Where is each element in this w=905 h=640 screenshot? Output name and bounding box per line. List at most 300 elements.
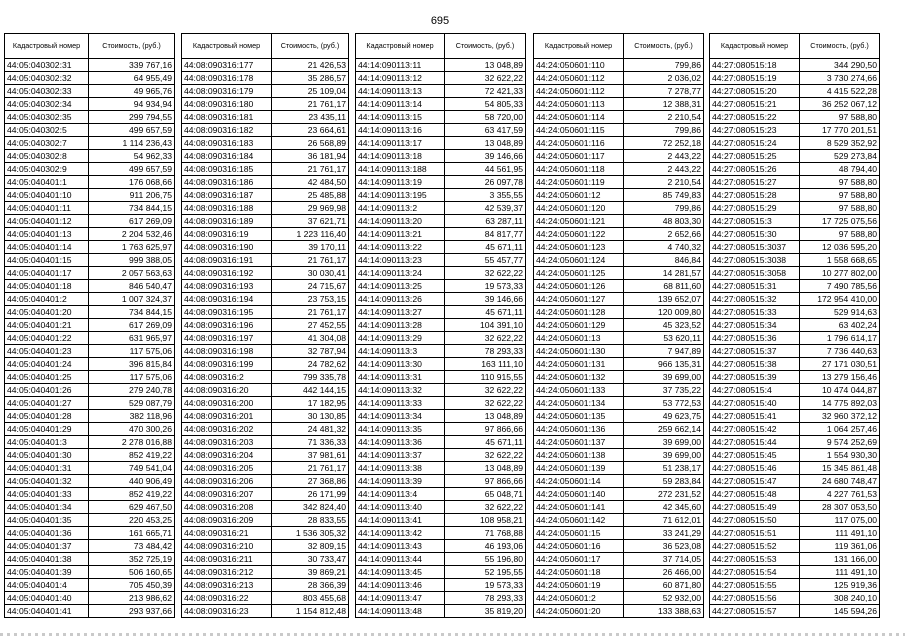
table-row <box>182 345 349 358</box>
cost-cell: 73 484,42 <box>89 540 175 553</box>
table-row <box>710 449 880 462</box>
table-row <box>5 72 175 85</box>
cadastral-table-5 <box>709 33 880 618</box>
cadastral-number-cell: 44:05:040401:26 <box>5 384 89 397</box>
table-row <box>356 449 526 462</box>
cost-cell: 13 048,89 <box>445 462 526 475</box>
cadastral-number-cell: 44:14:090113:17 <box>356 137 445 150</box>
cost-cell: 2 210,54 <box>624 176 704 189</box>
cost-cell: 14 281,57 <box>624 267 704 280</box>
table-row <box>534 163 704 176</box>
table-row <box>710 59 880 72</box>
table-row <box>182 254 349 267</box>
cadastral-number-cell: 44:05:040401:4 <box>5 579 89 592</box>
cadastral-table-4 <box>533 33 704 618</box>
cadastral-number-cell: 44:24:050601:114 <box>534 111 624 124</box>
table-row <box>356 423 526 436</box>
cost-cell: 529 087,79 <box>89 397 175 410</box>
table-row <box>5 241 175 254</box>
cadastral-number-cell: 44:14:090113:31 <box>356 371 445 384</box>
cost-cell: 2 652,66 <box>624 228 704 241</box>
cost-cell: 1 536 305,32 <box>272 527 349 540</box>
cadastral-number-cell: 44:27:080515:49 <box>710 501 800 514</box>
cadastral-number-cell: 44:05:040302:33 <box>5 85 89 98</box>
cadastral-number-cell: 44:27:080515:50 <box>710 514 800 527</box>
table-row <box>710 176 880 189</box>
table-row <box>534 371 704 384</box>
cost-cell: 1 007 324,37 <box>89 293 175 306</box>
table-row <box>356 475 526 488</box>
cost-cell: 15 345 861,48 <box>800 462 880 475</box>
cadastral-number-cell: 44:27:080515:23 <box>710 124 800 137</box>
cost-cell: 1 223 116,40 <box>272 228 349 241</box>
table-row <box>534 527 704 540</box>
table-row <box>534 215 704 228</box>
table-row <box>5 98 175 111</box>
cost-cell: 32 622,22 <box>445 384 526 397</box>
cost-cell: 4 227 761,53 <box>800 488 880 501</box>
table-row <box>710 111 880 124</box>
cost-cell: 7 736 440,63 <box>800 345 880 358</box>
cadastral-number-cell: 44:27:080515:21 <box>710 98 800 111</box>
cadastral-number-cell: 44:24:050601:112 <box>534 85 624 98</box>
table-row <box>534 72 704 85</box>
cadastral-number-cell: 44:05:040401:37 <box>5 540 89 553</box>
cost-cell: 45 671,11 <box>445 241 526 254</box>
cadastral-number-cell: 44:14:090113:43 <box>356 540 445 553</box>
cadastral-number-cell: 44:27:080515:28 <box>710 189 800 202</box>
cadastral-number-cell: 44:14:090113:14 <box>356 98 445 111</box>
cost-cell: 799 335,78 <box>272 371 349 384</box>
cost-cell: 27 171 030,51 <box>800 358 880 371</box>
cadastral-number-cell: 44:08:090316:201 <box>182 410 272 423</box>
table-row <box>356 72 526 85</box>
cost-cell: 117 575,06 <box>89 371 175 384</box>
cost-cell: 97 866,66 <box>445 475 526 488</box>
cost-cell: 111 491,10 <box>800 527 880 540</box>
cadastral-number-cell: 44:08:090316:194 <box>182 293 272 306</box>
cadastral-number-cell: 44:05:040401:2 <box>5 293 89 306</box>
table-row <box>182 137 349 150</box>
cost-cell: 59 283,84 <box>624 475 704 488</box>
cadastral-number-cell: 44:08:090316:184 <box>182 150 272 163</box>
cadastral-number-cell: 44:05:040401:17 <box>5 267 89 280</box>
cost-cell: 10 277 802,00 <box>800 267 880 280</box>
cost-cell: 1 796 614,17 <box>800 332 880 345</box>
table-row <box>534 189 704 202</box>
cost-cell: 44 561,95 <box>445 163 526 176</box>
cost-cell: 259 662,14 <box>624 423 704 436</box>
cost-cell: 26 466,00 <box>624 566 704 579</box>
table-row <box>5 332 175 345</box>
cadastral-number-cell: 44:05:040401:13 <box>5 228 89 241</box>
cost-cell: 26 171,99 <box>272 488 349 501</box>
table-row <box>356 605 526 618</box>
cadastral-number-cell: 44:08:090316:200 <box>182 397 272 410</box>
cadastral-number-cell: 44:24:050601:133 <box>534 384 624 397</box>
table-row <box>710 397 880 410</box>
table-row <box>534 462 704 475</box>
cadastral-number-cell: 44:05:040401:15 <box>5 254 89 267</box>
table-row <box>356 228 526 241</box>
table-row <box>356 267 526 280</box>
cost-cell: 299 794,55 <box>89 111 175 124</box>
cost-cell: 4 740,32 <box>624 241 704 254</box>
cadastral-number-cell: 44:24:050601:135 <box>534 410 624 423</box>
table-row <box>710 488 880 501</box>
cadastral-number-cell: 44:14:090113:16 <box>356 124 445 137</box>
cost-cell: 506 160,65 <box>89 566 175 579</box>
cost-cell: 9 574 252,69 <box>800 436 880 449</box>
cadastral-number-cell: 44:05:040401:33 <box>5 488 89 501</box>
table-row <box>5 111 175 124</box>
cost-cell: 45 671,11 <box>445 306 526 319</box>
table-row <box>182 371 349 384</box>
cadastral-number-cell: 44:05:040302:5 <box>5 124 89 137</box>
cost-cell: 799,86 <box>624 202 704 215</box>
cost-cell: 32 622,22 <box>445 501 526 514</box>
cost-cell: 499 657,59 <box>89 163 175 176</box>
cadastral-number-cell: 44:27:080515:18 <box>710 59 800 72</box>
cost-cell: 21 761,17 <box>272 462 349 475</box>
table-row <box>182 436 349 449</box>
table-row <box>710 514 880 527</box>
table-row <box>710 592 880 605</box>
cost-cell: 21 761,17 <box>272 306 349 319</box>
table-row <box>182 605 349 618</box>
cost-cell: 966 135,31 <box>624 358 704 371</box>
table-row <box>534 254 704 267</box>
cadastral-number-cell: 44:08:090316:207 <box>182 488 272 501</box>
table-row <box>182 202 349 215</box>
cost-cell: 440 906,49 <box>89 475 175 488</box>
table-row <box>534 514 704 527</box>
cost-cell: 145 594,26 <box>800 605 880 618</box>
cost-cell: 21 761,17 <box>272 254 349 267</box>
cadastral-number-cell: 44:08:090316:182 <box>182 124 272 137</box>
table-row <box>356 410 526 423</box>
table-row <box>5 605 175 618</box>
cadastral-number-cell: 44:05:040401:36 <box>5 527 89 540</box>
table-row <box>182 566 349 579</box>
cadastral-number-cell: 44:14:090113:26 <box>356 293 445 306</box>
table-row <box>356 488 526 501</box>
cost-cell: 13 279 156,46 <box>800 371 880 384</box>
cadastral-number-cell: 44:27:080515:19 <box>710 72 800 85</box>
table-row <box>182 72 349 85</box>
cadastral-number-cell: 44:05:040302:35 <box>5 111 89 124</box>
cost-cell: 35 286,57 <box>272 72 349 85</box>
cadastral-number-cell: 44:24:050601:142 <box>534 514 624 527</box>
cadastral-number-cell: 44:27:080515:22 <box>710 111 800 124</box>
table-row <box>5 85 175 98</box>
table-row <box>534 98 704 111</box>
cost-cell: 51 238,17 <box>624 462 704 475</box>
cadastral-number-cell: 44:14:090113:28 <box>356 319 445 332</box>
cost-cell: 39 699,00 <box>624 371 704 384</box>
cadastral-number-cell: 44:14:090113:30 <box>356 358 445 371</box>
table-row <box>5 280 175 293</box>
cadastral-number-cell: 44:08:090316:188 <box>182 202 272 215</box>
cost-cell: 7 490 785,56 <box>800 280 880 293</box>
cadastral-number-cell: 44:27:080515:3058 <box>710 267 800 280</box>
table-row <box>182 189 349 202</box>
cadastral-number-cell: 44:27:080515:36 <box>710 332 800 345</box>
table-row <box>534 241 704 254</box>
cost-cell: 13 048,89 <box>445 137 526 150</box>
table-row <box>182 540 349 553</box>
table-row <box>534 579 704 592</box>
cadastral-number-cell: 44:05:040401:12 <box>5 215 89 228</box>
cost-cell: 293 937,66 <box>89 605 175 618</box>
table-row <box>356 501 526 514</box>
cadastral-number-cell: 44:24:050601:120 <box>534 202 624 215</box>
cadastral-number-cell: 44:08:090316:19 <box>182 228 272 241</box>
table-row <box>710 579 880 592</box>
cadastral-number-cell: 44:24:050601:121 <box>534 215 624 228</box>
table-row <box>356 306 526 319</box>
cadastral-number-cell: 44:08:090316:183 <box>182 137 272 150</box>
table-row <box>534 176 704 189</box>
cadastral-number-cell: 44:24:050601:14 <box>534 475 624 488</box>
table-row <box>710 501 880 514</box>
table-row <box>5 137 175 150</box>
table-row <box>182 449 349 462</box>
table-row <box>5 124 175 137</box>
cost-cell: 10 474 044,87 <box>800 384 880 397</box>
cadastral-number-cell: 44:08:090316:206 <box>182 475 272 488</box>
cadastral-number-cell: 44:08:090316:189 <box>182 215 272 228</box>
table-row <box>5 488 175 501</box>
cadastral-number-cell: 44:14:090113:2 <box>356 202 445 215</box>
cost-cell: 631 965,97 <box>89 332 175 345</box>
table-row <box>356 332 526 345</box>
cost-cell: 19 573,33 <box>445 579 526 592</box>
cost-cell: 72 421,33 <box>445 85 526 98</box>
cost-cell: 1 554 930,30 <box>800 449 880 462</box>
cost-cell: 97 588,80 <box>800 111 880 124</box>
cost-cell: 852 419,22 <box>89 449 175 462</box>
table-row <box>182 462 349 475</box>
table-row <box>356 358 526 371</box>
cost-cell: 45 323,52 <box>624 319 704 332</box>
table-row <box>710 462 880 475</box>
cadastral-number-cell: 44:24:050601:123 <box>534 241 624 254</box>
cadastral-number-cell: 44:24:050601:137 <box>534 436 624 449</box>
cadastral-number-cell: 44:08:090316:178 <box>182 72 272 85</box>
table-row <box>534 267 704 280</box>
cadastral-number-cell: 44:14:090113:42 <box>356 527 445 540</box>
table-row <box>534 124 704 137</box>
cost-cell: 2 443,22 <box>624 150 704 163</box>
cadastral-number-cell: 44:08:090316:179 <box>182 85 272 98</box>
cadastral-number-cell: 44:27:080515:42 <box>710 423 800 436</box>
header-cadastral-number: Кадастровый номер <box>5 34 89 59</box>
table-row <box>710 527 880 540</box>
table-row <box>710 566 880 579</box>
cadastral-number-cell: 44:24:050601:141 <box>534 501 624 514</box>
table-row <box>356 345 526 358</box>
cadastral-number-cell: 44:24:050601:13 <box>534 332 624 345</box>
cadastral-number-cell: 44:27:080515:31 <box>710 280 800 293</box>
cost-cell: 13 048,89 <box>445 410 526 423</box>
cost-cell: 85 749,83 <box>624 189 704 202</box>
table-row <box>182 163 349 176</box>
table-row <box>534 488 704 501</box>
table-row <box>534 306 704 319</box>
cost-cell: 799,86 <box>624 59 704 72</box>
cadastral-number-cell: 44:14:090113:19 <box>356 176 445 189</box>
table-row <box>356 176 526 189</box>
cost-cell: 48 803,30 <box>624 215 704 228</box>
cadastral-number-cell: 44:24:050601:115 <box>534 124 624 137</box>
cost-cell: 39 146,66 <box>445 293 526 306</box>
table-row <box>534 59 704 72</box>
table-row <box>534 449 704 462</box>
cost-cell: 617 269,09 <box>89 319 175 332</box>
cadastral-number-cell: 44:27:080515:56 <box>710 592 800 605</box>
cost-cell: 21 761,17 <box>272 98 349 111</box>
table-row <box>182 579 349 592</box>
table-row <box>356 150 526 163</box>
cost-cell: 64 955,49 <box>89 72 175 85</box>
table-row <box>534 280 704 293</box>
cadastral-number-cell: 44:27:080515:26 <box>710 163 800 176</box>
cadastral-number-cell: 44:24:050601:119 <box>534 176 624 189</box>
cost-cell: 94 934,94 <box>89 98 175 111</box>
cadastral-number-cell: 44:27:080515:47 <box>710 475 800 488</box>
cost-cell: 37 981,61 <box>272 449 349 462</box>
table-row <box>5 267 175 280</box>
cadastral-number-cell: 44:14:090113:13 <box>356 85 445 98</box>
table-row <box>534 605 704 618</box>
cost-cell: 32 622,22 <box>445 267 526 280</box>
cadastral-number-cell: 44:24:050601:117 <box>534 150 624 163</box>
cadastral-number-cell: 44:24:050601:124 <box>534 254 624 267</box>
table-row <box>710 215 880 228</box>
cost-cell: 352 725,19 <box>89 553 175 566</box>
cost-cell: 12 036 595,20 <box>800 241 880 254</box>
table-row <box>356 241 526 254</box>
cadastral-number-cell: 44:14:090113:48 <box>356 605 445 618</box>
cost-cell: 21 426,53 <box>272 59 349 72</box>
header-cadastral-number: Кадастровый номер <box>356 34 445 59</box>
cost-cell: 32 960 372,12 <box>800 410 880 423</box>
cadastral-number-cell: 44:05:040401:23 <box>5 345 89 358</box>
table-row <box>534 397 704 410</box>
table-row <box>182 475 349 488</box>
cost-cell: 72 252,18 <box>624 137 704 150</box>
cadastral-number-cell: 44:27:080515:52 <box>710 540 800 553</box>
cost-cell: 37 621,71 <box>272 215 349 228</box>
cadastral-number-cell: 44:05:040302:9 <box>5 163 89 176</box>
cost-cell: 161 665,71 <box>89 527 175 540</box>
cadastral-number-cell: 44:27:080515:3 <box>710 215 800 228</box>
cost-cell: 117 575,06 <box>89 345 175 358</box>
cost-cell: 71 336,33 <box>272 436 349 449</box>
table-row <box>5 59 175 72</box>
cadastral-number-cell: 44:08:090316:199 <box>182 358 272 371</box>
cost-cell: 705 450,39 <box>89 579 175 592</box>
table-row <box>534 540 704 553</box>
cadastral-number-cell: 44:14:090113:23 <box>356 254 445 267</box>
table-row <box>710 371 880 384</box>
table-row <box>5 150 175 163</box>
cost-cell: 117 075,00 <box>800 514 880 527</box>
cost-cell: 24 481,32 <box>272 423 349 436</box>
table-row <box>182 150 349 163</box>
cadastral-number-cell: 44:27:080515:3038 <box>710 254 800 267</box>
table-row <box>182 280 349 293</box>
cost-cell: 42 539,37 <box>445 202 526 215</box>
cadastral-number-cell: 44:24:050601:138 <box>534 449 624 462</box>
cadastral-number-cell: 44:08:090316:197 <box>182 332 272 345</box>
cost-cell: 60 871,80 <box>624 579 704 592</box>
cost-cell: 12 388,31 <box>624 98 704 111</box>
cadastral-number-cell: 44:14:090113:37 <box>356 449 445 462</box>
table-row <box>5 566 175 579</box>
table-row <box>534 436 704 449</box>
cadastral-number-cell: 44:08:090316:202 <box>182 423 272 436</box>
cadastral-number-cell: 44:24:050601:129 <box>534 319 624 332</box>
cost-cell: 26 097,78 <box>445 176 526 189</box>
cost-cell: 617 269,09 <box>89 215 175 228</box>
cadastral-number-cell: 44:08:090316:185 <box>182 163 272 176</box>
cost-cell: 4 415 522,28 <box>800 85 880 98</box>
cadastral-number-cell: 44:27:080515:32 <box>710 293 800 306</box>
cadastral-number-cell: 44:14:090113:3 <box>356 345 445 358</box>
cost-cell: 39 699,00 <box>624 436 704 449</box>
cadastral-number-cell: 44:24:050601:113 <box>534 98 624 111</box>
cost-cell: 3 355,55 <box>445 189 526 202</box>
cost-cell: 2 057 563,63 <box>89 267 175 280</box>
table-row <box>5 514 175 527</box>
table-row <box>5 293 175 306</box>
cost-cell: 48 794,40 <box>800 163 880 176</box>
cost-cell: 36 181,94 <box>272 150 349 163</box>
cost-cell: 25 485,88 <box>272 189 349 202</box>
cost-cell: 23 664,61 <box>272 124 349 137</box>
cost-cell: 24 680 748,47 <box>800 475 880 488</box>
cost-cell: 53 772,53 <box>624 397 704 410</box>
table-row <box>356 59 526 72</box>
cadastral-number-cell: 44:08:090316:196 <box>182 319 272 332</box>
cadastral-number-cell: 44:14:090113:44 <box>356 553 445 566</box>
cost-cell: 28 833,55 <box>272 514 349 527</box>
table-row <box>182 85 349 98</box>
cost-cell: 272 231,52 <box>624 488 704 501</box>
cost-cell: 23 753,15 <box>272 293 349 306</box>
cadastral-number-cell: 44:24:050601:19 <box>534 579 624 592</box>
cadastral-number-cell: 44:08:090316:20 <box>182 384 272 397</box>
table-row <box>5 319 175 332</box>
cost-cell: 42 484,50 <box>272 176 349 189</box>
cadastral-number-cell: 44:14:090113:24 <box>356 267 445 280</box>
header-cadastral-number: Кадастровый номер <box>710 34 800 59</box>
cost-cell: 382 118,96 <box>89 410 175 423</box>
header-cadastral-number: Кадастровый номер <box>182 34 272 59</box>
table-row <box>534 332 704 345</box>
cost-cell: 1 763 625,97 <box>89 241 175 254</box>
cadastral-number-cell: 44:08:090316:21 <box>182 527 272 540</box>
cadastral-table-2 <box>181 33 349 618</box>
cost-cell: 28 307 053,50 <box>800 501 880 514</box>
cost-cell: 35 819,20 <box>445 605 526 618</box>
table-row <box>5 579 175 592</box>
cadastral-number-cell: 44:14:090113:29 <box>356 332 445 345</box>
table-row <box>182 215 349 228</box>
cadastral-number-cell: 44:14:090113:39 <box>356 475 445 488</box>
